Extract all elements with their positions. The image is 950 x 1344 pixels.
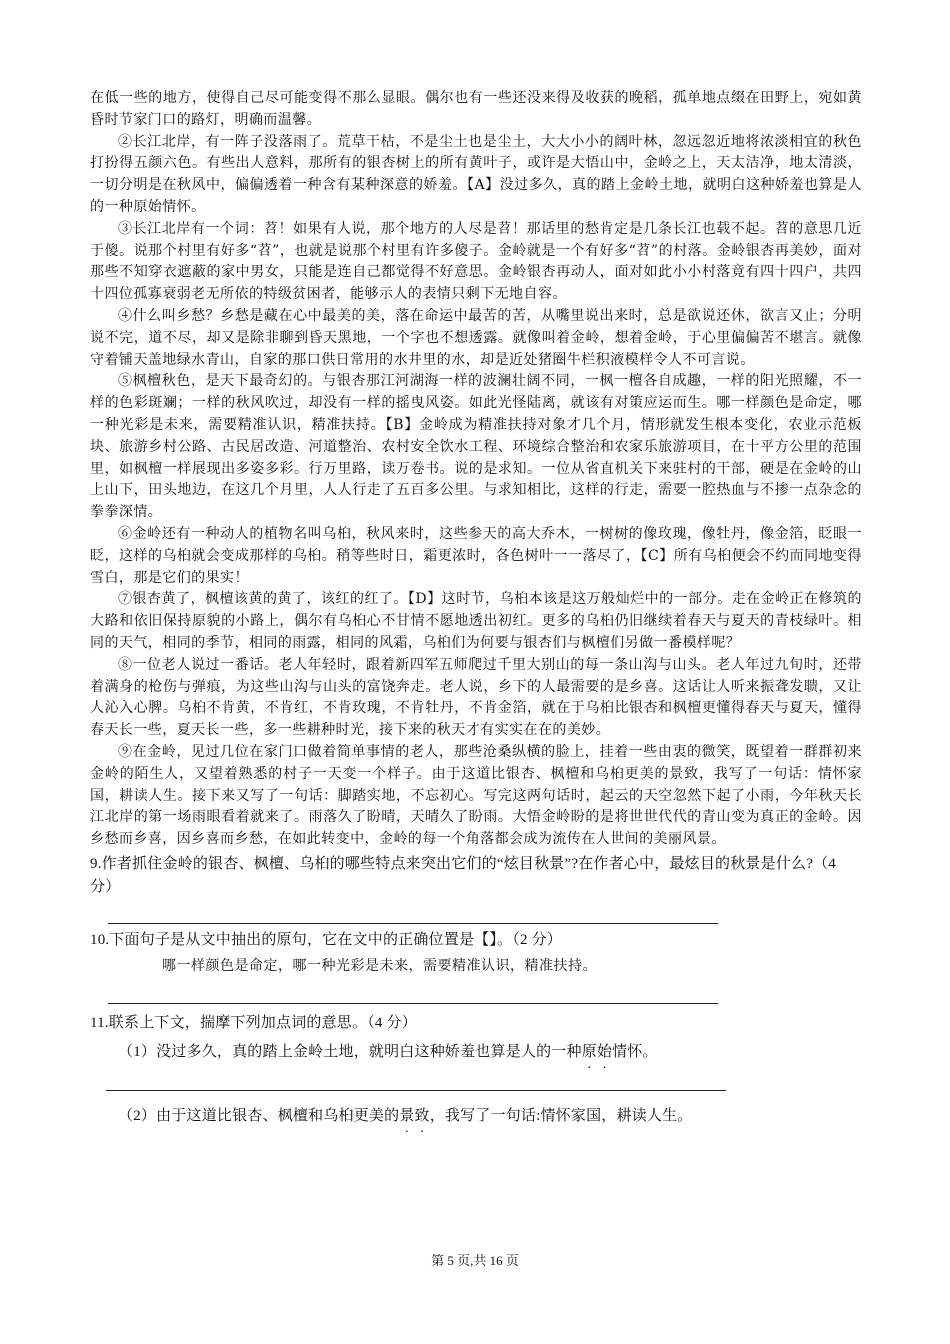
paragraph: ②长江北岸，有一阵子没落雨了。荒草干枯，不是尘土也是尘土，大大小小的阔叶林，忽远忽近地将浓淡相宜的秋色打扮得五颜六色。有些出人意料，那所有的银杏树上的所有黄叶子，或许是大悟山中，金岭之上，天太洁净，地太清淡，一切分明是在秋风中，偏偏透着一种含有某种深意的娇羞。【A】没过多久，真的踏上金岭土地，就明白这种娇羞也算是人的一种原始情怀。 xyxy=(90,133,862,215)
paragraph: ⑧一位老人说过一番话。老人年轻时，跟着新四军五师爬过千里大别山的每一条山沟与山头。老人年过九旬时，还带着满身的枪伤与弹痕，为这些山沟与山头的富饶奔走。老人说，乡下的人最需要的是乡喜。这话让人听来振聋发聩，又让人沁入心脾。乌桕不肯黄，不肯红，不肯玫瑰，不肯牡丹，不肯金箔，就在于乌桕比银杏和枫檀更懂得春天与夏天，懂得春天长一些，夏天长一些，多一些耕种时光，接下来的秋天才有实实在在的美妙。 xyxy=(90,656,862,739)
article-text xyxy=(90,88,862,851)
paragraph: ⑦银杏黄了，枫檀该黄的黄了，该红的红了。【D】这时节，乌桕本该是这万般灿烂中的一部分。走在金岭正在修筑的大路和依旧保持原貌的小路上，偶尔有乌桕心不甘情不愿地透出初红。更多的乌桕仍旧继续着春天与夏天的青枝绿叶。相同的天气，相同的季节，相同的雨露，相同的风霜，乌桕们为何要与银杏们与枫檀们另做一番模样呢？ xyxy=(90,591,862,651)
page-footer: 第 5 页,共 16 页 xyxy=(431,1253,519,1268)
paragraph: 在低一些的地方，使得自己尽可能变得不那么显眼。偶尔也有一些还没来得及收获的晚稻，孤单地点缀在田野上，宛如黄昏时节家门口的路灯，明确而温馨。 xyxy=(90,90,862,128)
q11-1-text-after: 情怀。 xyxy=(612,1043,658,1060)
answer-line-10[interactable] xyxy=(108,1003,718,1004)
dotted-char: 景 xyxy=(399,1107,415,1124)
dotted-char: 致 xyxy=(414,1107,430,1124)
paragraph: ⑨在金岭，见过几位在家门口做着简单事情的老人，那些沧桑纵横的脸上，挂着一些由衷的微笑，既望着一群群初来金岭的陌生人，又望着熟悉的村子一天变一个样子。由于这道比银杏、枫檀和乌桕更美的景致，我写了一句话：情怀家国，耕读人生。接下来又写了一句话：脚踏实地，不忘初心。写完这两句话时，起云的天空忽然下起了小雨，今年秋天长江北岸的第一场雨眼看着就来了。雨落久了盼晴，天晴久了盼雨。大悟金岭盼的是将世世代代的青山变为真正的金岭。因乡愁而乡喜，因乡喜而乡愁，在如此转变中，金岭的每一个角落都会成为流传在人世间的美丽风景。 xyxy=(90,743,862,848)
dotted-char: 原 xyxy=(581,1043,597,1060)
question-10-quote: 哪一样颜色是命定，哪一种光彩是未来，需要精准认识，精准扶持。 xyxy=(162,957,597,974)
question-10: 10.下面句子是从文中抽出的原句，它在文中的正确位置是【】。（2 分） xyxy=(90,931,563,948)
paragraph: ⑤枫檀秋色，是天下最奇幻的。与银杏那江河湖海一样的波澜壮阔不同，一枫一檀各自成趣，一样的阳光照耀，不一样的色彩斑斓；一样的秋风吹过，却没有一样的摇曳风姿。如此光怪陆离，就该有对策应运而生。哪一样颜色是命定，哪一种光彩是未来，需要精准认识，精准扶持。【B】金岭成为精准扶持对象才几个月，情形就发生根本变化，农业示范板块、旅游乡村公路、古民居改造、河道整治、农村安全饮水工程、环境综合整治和农家乐旅游项目，在十平方公里的范围里，如枫檀一样展现出多姿多彩。行万里路，读万卷书。说的是求知。一位从省直机关下来驻村的干部，硬是在金岭的山上山下，田头地边，在这几个月里，人人行走了五百多公里。与求知相比，这样的行走，需要一腔热血与不掺一点杂念的拳拳深情。 xyxy=(90,373,862,521)
question-11-item-2 xyxy=(118,1105,862,1128)
question-9: 9.作者抓住金岭的银杏、枫檀、乌桕的哪些特点来突出它们的“炫目秋景”?在作者心中，最炫目的秋景是什么?（4 分） xyxy=(90,855,836,895)
q11-2-text-after: ，我写了一句话:情怀家国，耕读人生。 xyxy=(429,1107,693,1124)
question-11: 11.联系上下文，揣摩下列加点词的意思。（4 分） xyxy=(90,1014,417,1031)
dotted-char: 始 xyxy=(596,1043,613,1060)
paragraph: ④什么叫乡愁？乡愁是藏在心中最美的美，落在命运中最苦的苦，从嘴里说出来时，总是欲说还休，欲言又止；分明说不完，道不尽，却又是除非聊到昏天黑地，一个字也不想透露。就像叫着金岭，想着金岭，于心里偏偏苦不堪言。就像守着铺天盖地绿水青山，自家的那口供日常用的水井里的水，却是近处猪圈牛栏积液模样令人不可言说。 xyxy=(90,307,862,368)
answer-line-9[interactable] xyxy=(108,923,718,924)
answer-line-11-1[interactable] xyxy=(106,1090,726,1091)
q11-2-text-before: （2）由于这道比银杏、枫檀和乌桕更美的 xyxy=(118,1107,400,1124)
document-body xyxy=(90,88,862,1128)
q11-1-text-before: （1）没过多久，真的踏上金岭土地，就明白这种娇羞也算是人的一种 xyxy=(118,1043,582,1060)
paragraph: ⑥金岭还有一种动人的植物名叫乌桕，秋风来时，这些参天的高大乔木，一树树的像玫瑰，像牡丹，像金箔，眨眼一眨，这样的乌桕就会变成那样的乌桕。稍等些时日，霜更浓时，各色树叶一一落尽了，【C】所有乌桕便会不约而同地变得雪白，那是它们的果实！ xyxy=(90,525,862,586)
question-11-item-1 xyxy=(118,1041,862,1064)
paragraph: ③长江北岸有一个词：苕！如果有人说，那个地方的人尽是苕！那话里的愁肯定是几条长江也载不起。苕的意思几近于傻。说那个村里有好多“苕”，也就是说那个村里有许多傻子。金岭就是一个有好多“苕”的村落。金岭银杏再美妙，面对那些不知穿衣遮蔽的家中男女，只能是连自己都觉得不好意思。金岭银杏再动人，面对如此小小村落竟有四十四户，共四十四位孤寡衰弱老无所依的特级贫困者，能够示人的表情只剩下无地自容。 xyxy=(90,220,862,303)
